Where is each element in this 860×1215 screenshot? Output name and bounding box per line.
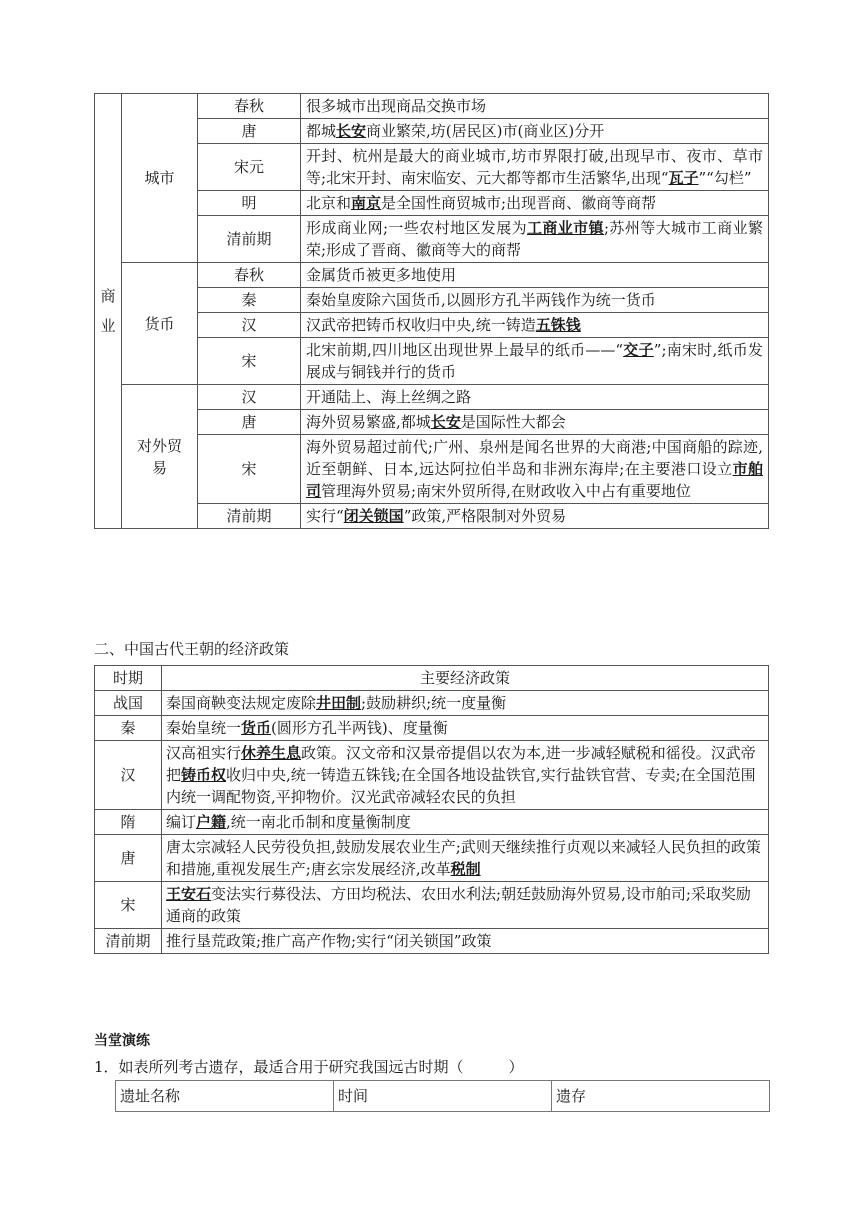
period-cell: 宋 — [95, 882, 162, 929]
content-cell — [301, 263, 769, 288]
content-text: 都城 — [306, 122, 337, 140]
commerce-table — [94, 93, 769, 529]
policy-cell — [162, 882, 769, 929]
content-text: 商业繁荣,坊(居民区)市(商业区)分开 — [366, 122, 605, 140]
period-cell: 唐 — [95, 835, 162, 882]
content-text: 北京和 — [306, 194, 352, 212]
policy-header-row — [95, 666, 769, 691]
era-cell: 春秋 — [198, 94, 301, 119]
content-text: (圆形方孔半两钱)、度量衡 — [271, 719, 448, 737]
keyword-term: 井田制 — [316, 694, 362, 712]
content-text: 汉高祖实行 — [166, 744, 242, 762]
era-cell: 唐 — [198, 410, 301, 435]
content-cell — [301, 410, 769, 435]
era-cell: 唐 — [198, 119, 301, 144]
era-cell: 清前期 — [198, 504, 301, 529]
section-title: 二、中国古代王朝的经济政策 — [94, 640, 290, 658]
header-time: 时间 — [334, 1081, 552, 1112]
commerce-row — [95, 263, 769, 288]
content-text: 很多城市出现商品交换市场 — [306, 97, 487, 115]
content-cell — [301, 385, 769, 410]
period-cell: 清前期 — [95, 929, 162, 954]
content-text: 开封、杭州是最大的商业城市,坊市界限打破,出现早市、夜市、草市等;北宋开封、南宋临安、元大都等都市生活繁华,出现“ — [306, 147, 763, 187]
content-text: 北宋前期,四川地区出现世界上最早的纸币——“ — [306, 341, 624, 359]
policy-row — [95, 716, 769, 741]
keyword-term: 王安石 — [166, 885, 212, 903]
keyword-term: 休养生息 — [241, 744, 302, 762]
content-cell — [301, 313, 769, 338]
header-policy: 主要经济政策 — [162, 666, 769, 691]
content-cell — [301, 119, 769, 144]
economic-policy-table — [94, 665, 769, 954]
keyword-term: 长安 — [430, 413, 461, 431]
policy-row — [95, 741, 769, 810]
era-cell: 明 — [198, 191, 301, 216]
policy-cell — [162, 741, 769, 810]
keyword-term: 南京 — [351, 194, 382, 212]
period-cell: 秦 — [95, 716, 162, 741]
policy-row — [95, 691, 769, 716]
content-text: 海外贸易繁盛,都城 — [306, 413, 431, 431]
content-text: 是全国性商贸城市;出现晋商、徽商等商帮 — [381, 194, 657, 212]
question-1-table — [115, 1080, 770, 1112]
content-text: ;苏州等大城市工商业繁荣;形成了晋商、徽商等大的商帮 — [306, 219, 763, 259]
content-text: ”政策,严格限制对外贸易 — [403, 507, 567, 525]
keyword-term: 工商业市镇 — [527, 219, 604, 237]
question-1: 1．如表所列考古遗存，最适合用于研究我国远古时期（ ） — [94, 1058, 524, 1076]
commerce-row — [95, 385, 769, 410]
policy-cell — [162, 716, 769, 741]
content-text: ;鼓励耕织;统一度量衡 — [361, 694, 507, 712]
era-cell: 清前期 — [198, 216, 301, 263]
content-text: 秦始皇废除六国货币,以圆形方孔半两钱作为统一货币 — [306, 291, 656, 309]
subcategory-cell: 对外贸易 — [122, 385, 198, 529]
content-text: 是国际性大都会 — [460, 413, 566, 431]
content-cell — [301, 144, 769, 191]
content-cell — [301, 504, 769, 529]
content-cell — [301, 191, 769, 216]
era-cell: 汉 — [198, 385, 301, 410]
era-cell: 汉 — [198, 313, 301, 338]
keyword-term: 货币 — [241, 719, 272, 737]
keyword-term: 户籍 — [196, 813, 227, 831]
content-text: 推行垦荒政策;推广高产作物;实行“闭关锁国”政策 — [166, 932, 492, 950]
content-text: ”;南宋时,纸币发展成与铜钱并行的货币 — [306, 341, 763, 381]
period-cell: 隋 — [95, 810, 162, 835]
policy-row — [95, 882, 769, 929]
content-text: ”“勾栏” — [698, 169, 752, 187]
content-text: 秦国商鞅变法规定废除 — [166, 694, 317, 712]
policy-cell — [162, 691, 769, 716]
era-cell: 春秋 — [198, 263, 301, 288]
content-cell — [301, 288, 769, 313]
content-text: ,统一南北币制和度量衡制度 — [226, 813, 411, 831]
keyword-term: 长安 — [336, 122, 367, 140]
subcategory-cell: 城市 — [122, 94, 198, 263]
practice-heading: 当堂演练 — [94, 1033, 150, 1049]
content-text: 海外贸易超过前代;广州、泉州是闻名世界的大商港;中国商船的踪迹,近至朝鲜、日本,远达阿拉伯半岛和非洲东海岸;在主要港口设立 — [306, 438, 763, 478]
content-text: 管理海外贸易;南宋外贸所得,在财政收入中占有重要地位 — [321, 482, 691, 500]
policy-cell — [162, 835, 769, 882]
keyword-term: 交子 — [623, 341, 654, 359]
header-site-name: 遗址名称 — [116, 1081, 334, 1112]
policy-cell — [162, 929, 769, 954]
policy-cell — [162, 810, 769, 835]
content-text: 编订 — [166, 813, 197, 831]
content-text: 开通陆上、海上丝绸之路 — [306, 388, 472, 406]
era-cell: 秦 — [198, 288, 301, 313]
keyword-term: 五铢钱 — [535, 316, 581, 334]
content-cell — [301, 216, 769, 263]
keyword-term: 税制 — [450, 860, 481, 878]
era-cell: 宋 — [198, 338, 301, 385]
content-text: 汉武帝把铸币权收归中央,统一铸造 — [306, 316, 536, 334]
keyword-term: 瓦子 — [668, 169, 699, 187]
keyword-term: 铸币权 — [181, 766, 227, 784]
subcategory-cell: 货币 — [122, 263, 198, 385]
commerce-row — [95, 94, 769, 119]
era-cell: 宋 — [198, 435, 301, 504]
content-text: 变法实行募役法、方田均税法、农田水利法;朝廷鼓励海外贸易,设市舶司;采取奖励通商的政策 — [166, 885, 751, 925]
content-text: 收归中央,统一铸造五铢钱;在全国各地设盐铁官,实行盐铁官营、专卖;在全国范围内统一调配物资,平抑物价。汉光武帝减轻农民的负担 — [166, 766, 756, 806]
header-period: 时期 — [95, 666, 162, 691]
content-cell — [301, 94, 769, 119]
content-text: 秦始皇统一 — [166, 719, 242, 737]
content-text: 金属货币被更多地使用 — [306, 266, 457, 284]
content-text: 政策。汉文帝和汉景帝提倡以农为本,进一步减轻赋税和徭役。汉武帝把 — [166, 744, 756, 784]
content-cell — [301, 435, 769, 504]
content-text: 实行“ — [306, 507, 344, 525]
keyword-term: 市舶司 — [306, 460, 763, 500]
content-cell — [301, 338, 769, 385]
era-cell: 宋元 — [198, 144, 301, 191]
policy-row — [95, 810, 769, 835]
content-text: 唐太宗减轻人民劳役负担,鼓励发展农业生产;武则天继续推行贞观以来减轻人民负担的政策和措施,重视发展生产;唐玄宗发展经济,改革 — [166, 838, 761, 878]
keyword-term: 闭关锁国 — [343, 507, 404, 525]
policy-row — [95, 835, 769, 882]
content-text: 形成商业网;一些农村地区发展为 — [306, 219, 527, 237]
header-remains: 遗存 — [552, 1081, 770, 1112]
category-cell: 商 业 — [95, 94, 122, 529]
period-cell: 汉 — [95, 741, 162, 810]
policy-row — [95, 929, 769, 954]
question-1-header-row — [116, 1081, 770, 1112]
period-cell: 战国 — [95, 691, 162, 716]
